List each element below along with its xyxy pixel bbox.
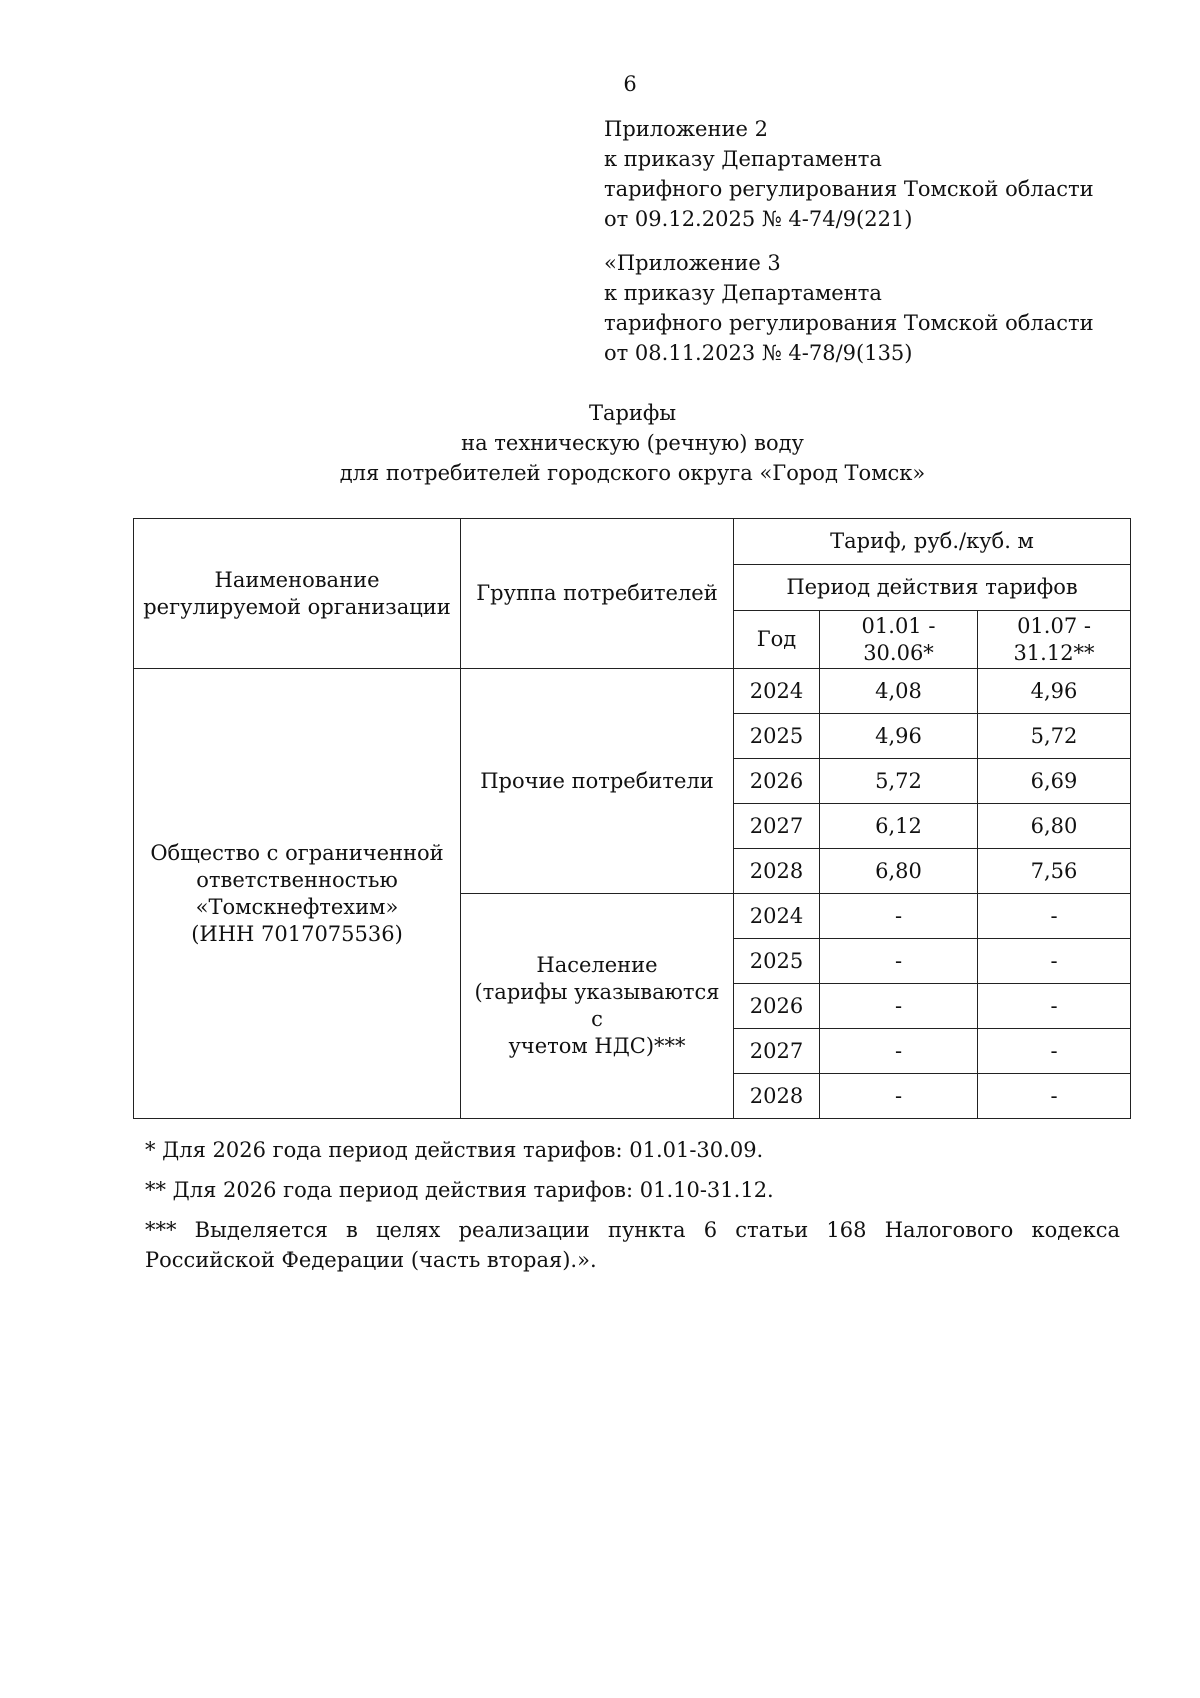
header-period: Период действия тарифов: [734, 565, 1131, 611]
tariff-cell: -: [978, 1074, 1131, 1119]
appendix-line: от 08.11.2023 № 4-78/9(135): [604, 341, 913, 365]
header-tariff: Тариф, руб./куб. м: [734, 519, 1131, 565]
org-line: ответственностью: [196, 867, 398, 892]
year-cell: 2026: [734, 984, 820, 1029]
group-line: Население: [536, 953, 658, 977]
footnotes: [145, 1135, 1120, 1285]
tariff-cell: 6,12: [820, 804, 978, 849]
header-period-1-line: 01.01 -: [861, 613, 936, 638]
tariff-cell: -: [820, 1029, 978, 1074]
year-cell: 2028: [734, 849, 820, 894]
appendix-line: тарифного регулирования Томской области: [604, 177, 1094, 201]
footnote: *** Выделяется в целях реализации пункта 6 статьи 168 Налогового кодекса Российской Федерации (часть вторая).».: [145, 1218, 1120, 1272]
tariff-cell: 6,80: [978, 804, 1131, 849]
header-org: Наименование регулируемой организации: [134, 519, 461, 669]
document-title: [0, 398, 1200, 488]
header-period-2: [978, 611, 1131, 669]
title-line: для потребителей городского округа «Город Томск»: [339, 461, 926, 485]
org-line: (ИНН 7017075536): [191, 921, 403, 946]
footnote: * Для 2026 года период действия тарифов: 01.01-30.09.: [145, 1138, 764, 1162]
tariff-cell: -: [820, 939, 978, 984]
tariff-cell: -: [978, 1029, 1131, 1074]
appendix-line: тарифного регулирования Томской области: [604, 311, 1094, 335]
year-cell: 2028: [734, 1074, 820, 1119]
year-cell: 2025: [734, 939, 820, 984]
group-line: Прочие потребители: [480, 768, 714, 793]
year-cell: 2027: [734, 804, 820, 849]
tariff-cell: 4,08: [820, 669, 978, 714]
tariff-cell: -: [820, 984, 978, 1029]
tariff-cell: -: [978, 894, 1131, 939]
header-year: Год: [734, 611, 820, 669]
appendix-header: [604, 114, 1094, 234]
appendix-line: Приложение 2: [604, 117, 768, 141]
tariff-table: [133, 518, 1131, 1119]
tariff-cell: -: [820, 894, 978, 939]
tariff-cell: 6,69: [978, 759, 1131, 804]
footnote: ** Для 2026 года период действия тарифов: 01.10-31.12.: [145, 1178, 774, 1202]
title-line: на техническую (речную) воду: [461, 431, 804, 455]
tariff-cell: -: [978, 984, 1131, 1029]
tariff-cell: 7,56: [978, 849, 1131, 894]
header-group: Группа потребителей: [461, 519, 734, 669]
group-line: (тарифы указываются с: [474, 980, 720, 1031]
tariff-cell: 4,96: [820, 714, 978, 759]
year-cell: 2024: [734, 894, 820, 939]
group-cell: [461, 669, 734, 894]
tariff-cell: 5,72: [978, 714, 1131, 759]
amended-appendix-header: [604, 248, 1094, 368]
year-cell: 2024: [734, 669, 820, 714]
year-cell: 2025: [734, 714, 820, 759]
header-period-2-line: 31.12**: [1013, 640, 1095, 665]
title-line: Тарифы: [588, 401, 677, 425]
header-period-2-line: 01.07 -: [1017, 613, 1091, 638]
org-line: Общество с ограниченной: [150, 840, 444, 865]
page-number: 6: [623, 72, 637, 96]
group-line: учетом НДС)***: [508, 1034, 686, 1058]
tariff-cell: 5,72: [820, 759, 978, 804]
header-period-1: [820, 611, 978, 669]
group-cell: [461, 894, 734, 1119]
tariff-cell: -: [978, 939, 1131, 984]
org-cell: [134, 669, 461, 1119]
appendix-line: «Приложение 3: [604, 251, 781, 275]
year-cell: 2027: [734, 1029, 820, 1074]
org-line: «Томскнефтехим»: [195, 894, 399, 919]
tariff-cell: -: [820, 1074, 978, 1119]
tariff-cell: 6,80: [820, 849, 978, 894]
appendix-line: к приказу Департамента: [604, 281, 882, 305]
tariff-cell: 4,96: [978, 669, 1131, 714]
appendix-line: к приказу Департамента: [604, 147, 882, 171]
table-row: [134, 669, 1131, 714]
year-cell: 2026: [734, 759, 820, 804]
header-period-1-line: 30.06*: [863, 640, 934, 665]
table-header-row: [134, 519, 1131, 565]
appendix-line: от 09.12.2025 № 4-74/9(221): [604, 207, 913, 231]
